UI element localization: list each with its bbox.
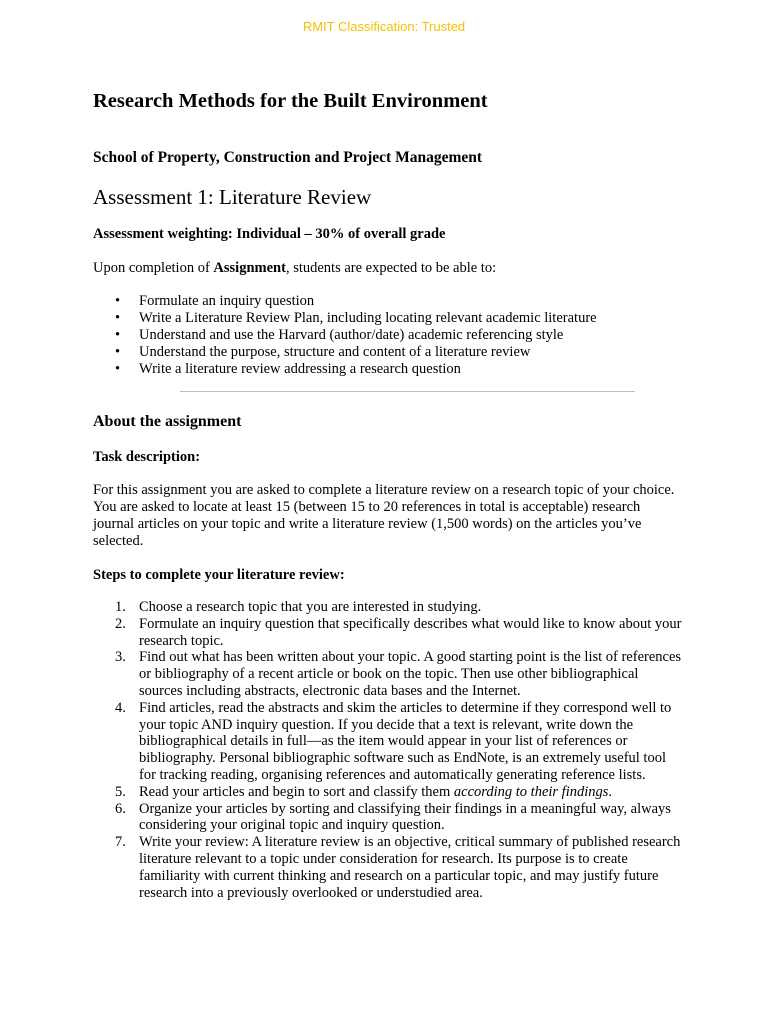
list-item: 3. Find out what has been written about your topic. A good starting point is the list of references or bibliography of a recent article or book on the topic. Then use other bibliographical sources including abstracts, electronic data bases and the Internet.: [115, 649, 682, 699]
list-item: • Write a Literature Review Plan, including locating relevant academic literature: [93, 310, 683, 327]
assessment-title: Assessment 1: Literature Review: [93, 185, 372, 209]
steps-heading: Steps to complete your literature review:: [93, 567, 345, 583]
course-title: Research Methods for the Built Environment: [93, 90, 488, 112]
list-item: • Write a literature review addressing a research question: [93, 361, 683, 378]
list-item: 4. Find articles, read the abstracts and skim the articles to determine if they correspond well to your topic AND inquiry question. If you decide that a text is relevant, write down the bibliographical details in full—as the item would appear in your list of references or bibliography. Personal bibliographic software such as EndNote, is an extremely useful tool for tracking reading, organising references and automatically generating reference lists.: [115, 699, 672, 783]
list-item: • Understand the purpose, structure and content of a literature review: [93, 344, 683, 361]
horizontal-divider: [180, 391, 635, 392]
about-heading: About the assignment: [93, 413, 242, 430]
list-item: • Formulate an inquiry question: [93, 293, 683, 310]
list-item: 5. Read your articles and begin to sort and classify them according to their findings.: [115, 783, 613, 800]
document-header: [93, 88, 683, 378]
learning-outcomes-list: [93, 293, 683, 378]
list-item: 2. Formulate an inquiry question that specifically describes what would like to know about your research topic.: [115, 615, 682, 649]
intro-text: Upon completion of Assignment, students are expected to be able to:: [93, 260, 497, 276]
steps-list: [93, 599, 683, 901]
classification-label: RMIT Classification: Trusted: [302, 19, 466, 34]
list-item: 1. Choose a research topic that you are interested in studying.: [115, 599, 482, 615]
task-heading: Task description:: [93, 449, 201, 465]
list-item: 7. Write your review: A literature review is an objective, critical summary of published research literature relevant to a topic under consideration for research. Its purpose is to create familiarity with current thinking and research on a particular topic, and may justify future research into a previously overlooked or understudied area.: [115, 834, 681, 901]
school-name: School of Property, Construction and Project Management: [93, 149, 483, 166]
assessment-weighting: Assessment weighting: Individual – 30% of overall grade: [93, 226, 446, 242]
list-item: • Understand and use the Harvard (author/date) academic referencing style: [93, 327, 683, 344]
task-description: For this assignment you are asked to complete a literature review on a research topic of your choice. You are asked to locate at least 15 (between 15 to 20 references in total is acceptable) research journal articles on your topic and write a literature review (1,500 words) on the articles you’ve selected.: [93, 482, 675, 549]
list-item: 6. Organize your articles by sorting and classifying their findings in a meaningful way, always considering your original topic and inquiry question.: [115, 800, 671, 834]
